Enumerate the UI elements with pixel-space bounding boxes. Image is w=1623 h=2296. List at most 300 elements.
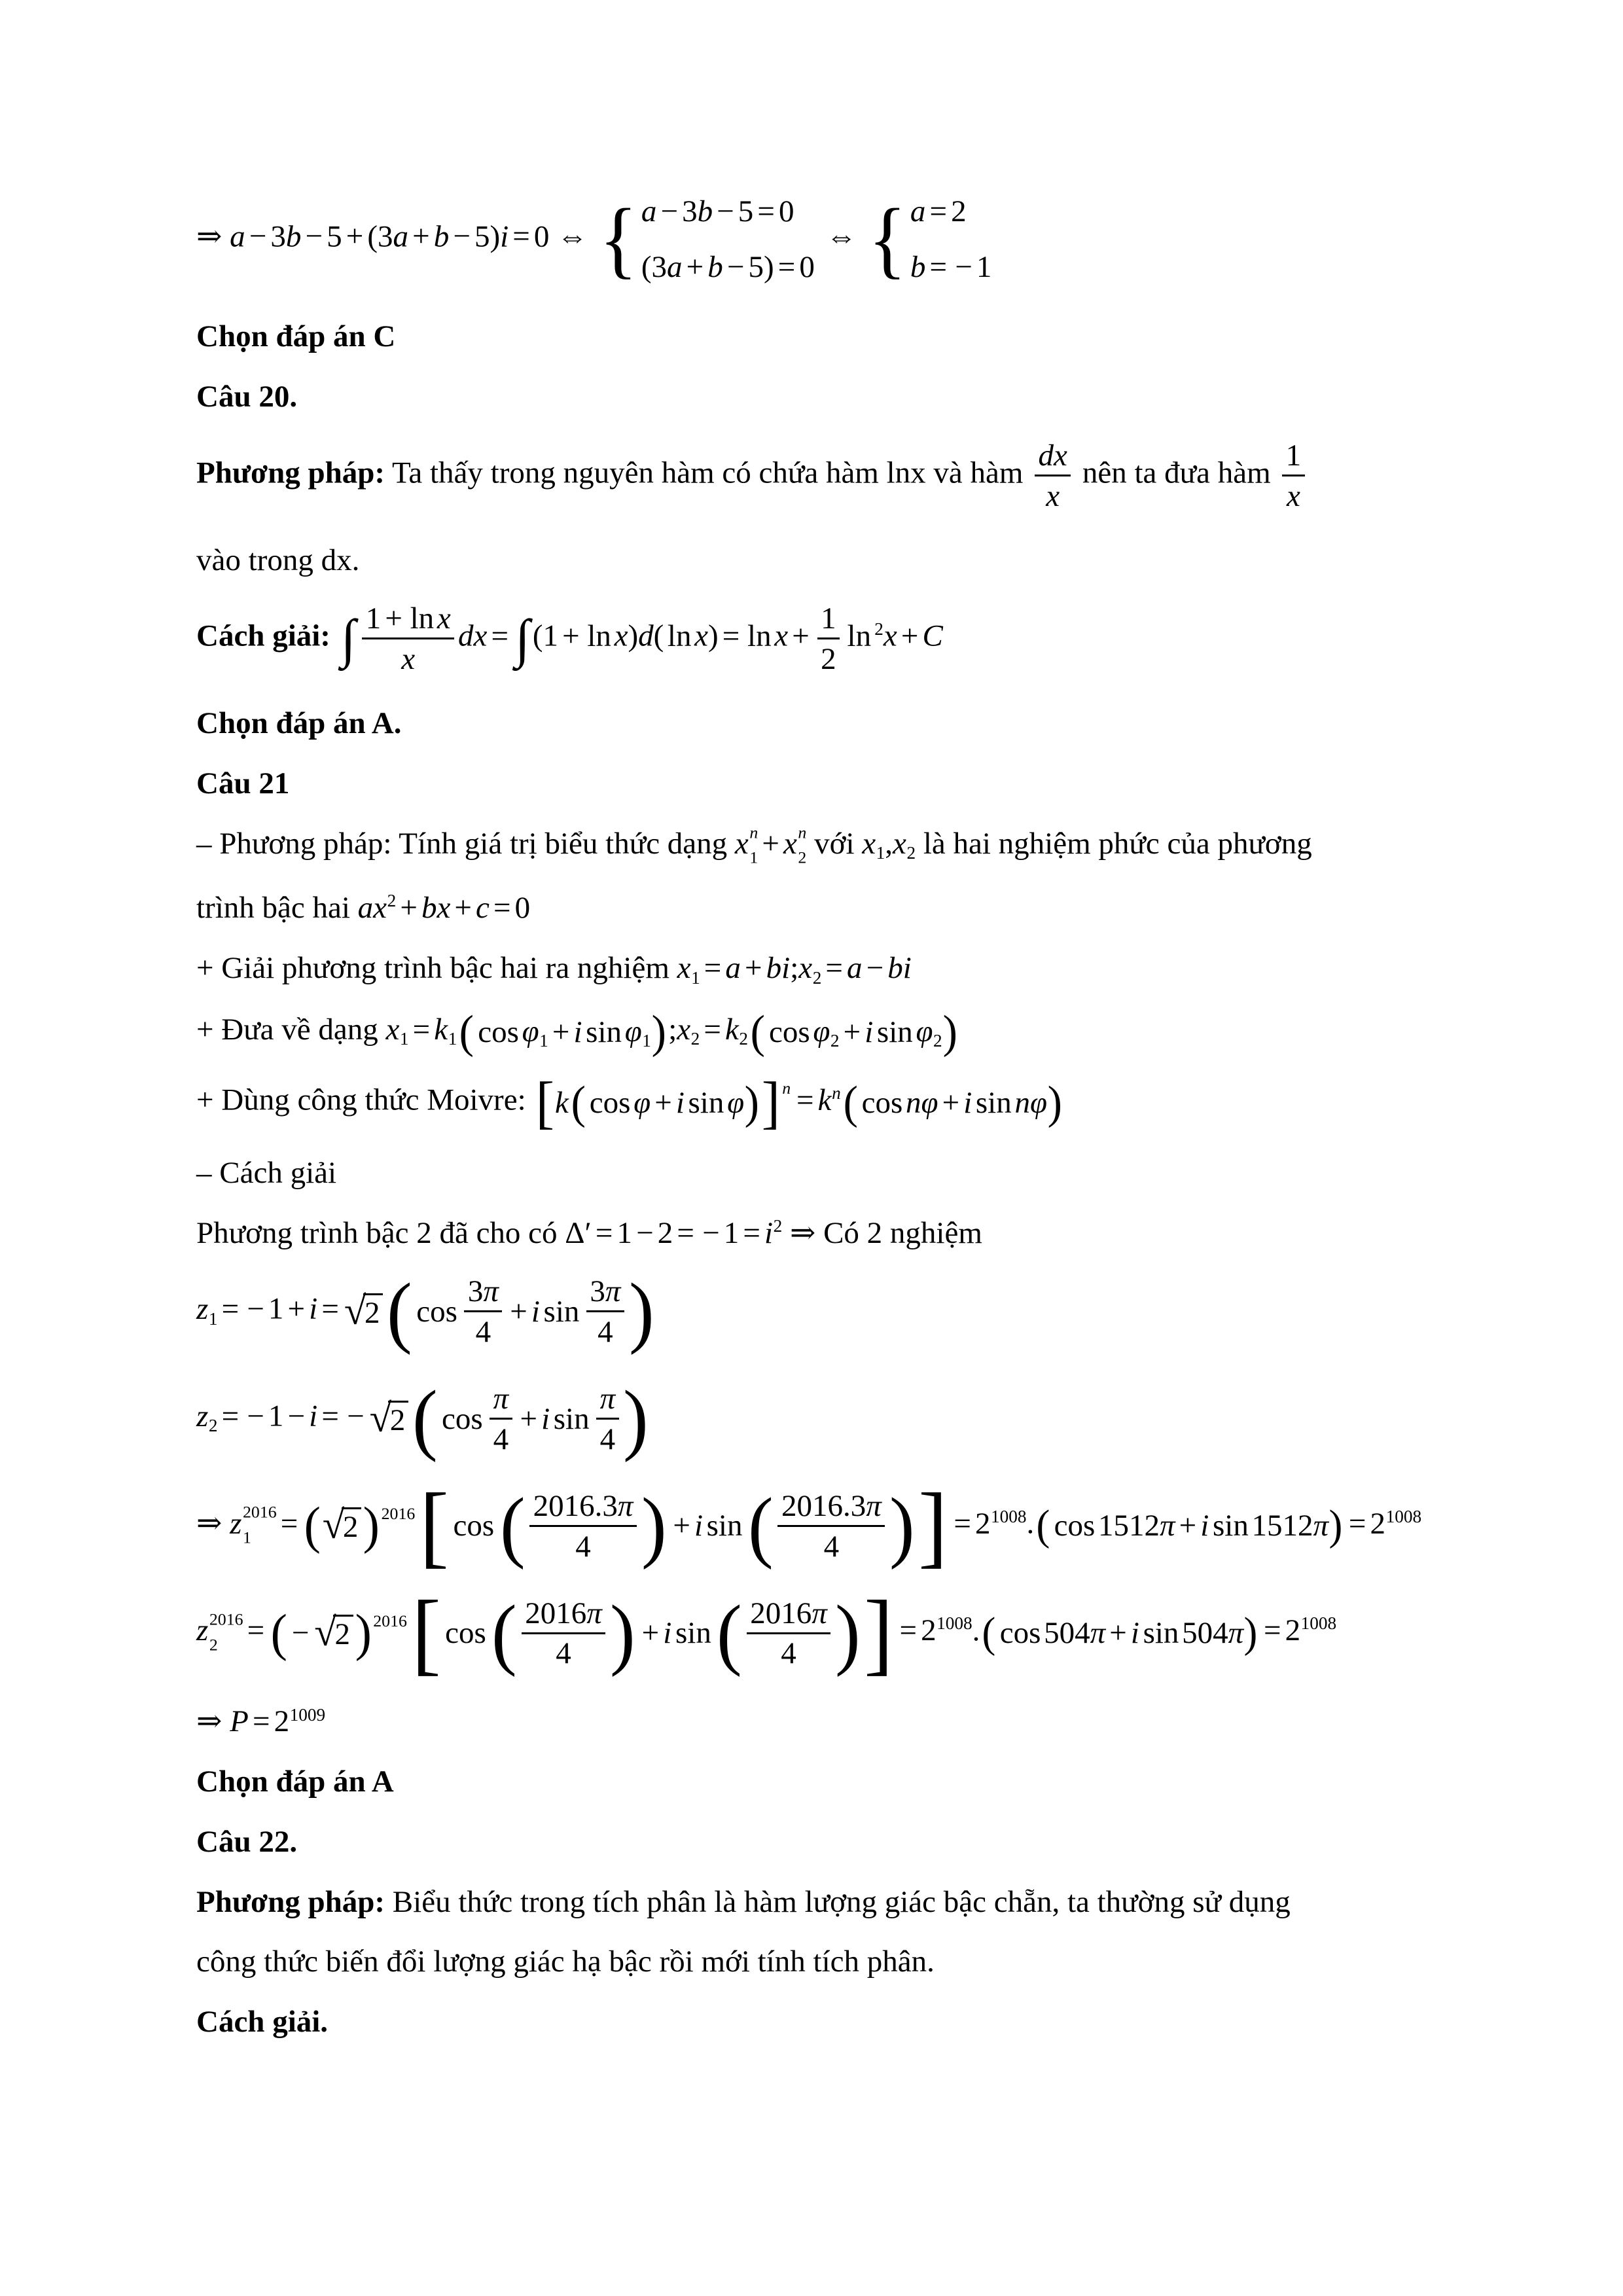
text-run: + Đưa về dạng xyxy=(196,1012,386,1047)
math-run: 2 xyxy=(274,1704,290,1739)
eq-z2-polar xyxy=(196,1374,1544,1463)
function-name: cos xyxy=(768,1014,810,1049)
math-operator: + xyxy=(654,1085,672,1120)
left-bracket: [ xyxy=(535,1070,555,1136)
math-run: 1 xyxy=(399,1029,409,1049)
math-run xyxy=(437,601,451,636)
math-run xyxy=(409,1013,435,1047)
math-fraction xyxy=(1035,438,1071,514)
math-variable: x xyxy=(401,642,416,677)
math-operator: + xyxy=(1109,1616,1127,1651)
math-operator: = xyxy=(1264,1613,1281,1648)
math-run: 1008 xyxy=(1300,1613,1337,1634)
function-name: sin xyxy=(876,1014,913,1049)
eq-p-result xyxy=(196,1702,1544,1741)
group-content xyxy=(858,1084,1047,1122)
math-variable: π xyxy=(599,1382,616,1416)
math-run: 2 xyxy=(342,1510,359,1545)
math-run xyxy=(1014,1084,1047,1122)
math-variable: x xyxy=(694,619,709,654)
fraction-denominator xyxy=(575,1527,591,1564)
text-run: + Giải phương trình bậc hai ra nghiệm xyxy=(196,950,677,985)
math-operator: = xyxy=(796,1083,814,1117)
function-name: sin xyxy=(675,1616,711,1651)
answer-line-20 xyxy=(196,704,1544,743)
left-paren: ( xyxy=(304,1496,321,1554)
math-fraction xyxy=(747,1596,831,1672)
math-run xyxy=(821,951,912,985)
group-superscript xyxy=(373,1611,407,1632)
text-run: công thức biến đổi lượng giác hạ bậc rồi mới tính tích phân. xyxy=(196,1945,935,1979)
math-variable: a xyxy=(666,249,683,284)
text-run: Biểu thức trong tích phân là hàm lượng giác bậc chẵn, ta thường sử dụng xyxy=(385,1884,1291,1919)
function-name: sin xyxy=(1143,1616,1179,1651)
math-operator: = xyxy=(929,249,947,284)
subscript xyxy=(906,843,916,863)
math-run xyxy=(893,827,906,861)
paren-group xyxy=(491,1588,635,1677)
math-operator: + xyxy=(562,619,580,654)
math-operator: + xyxy=(792,619,810,654)
math-run: 3π xyxy=(467,1274,499,1309)
math-operator: + xyxy=(552,1014,570,1049)
math-variable: i xyxy=(902,950,912,985)
function-name: sin xyxy=(1212,1509,1249,1543)
right-paren: ) xyxy=(355,1604,372,1662)
math-variable: π xyxy=(1090,1616,1106,1651)
math-run: 1 xyxy=(642,1031,651,1051)
math-operator: = xyxy=(221,1399,240,1433)
math-variable: x xyxy=(1046,478,1060,513)
right-paren: ) xyxy=(641,1481,667,1570)
answer-line-19 xyxy=(196,317,1544,356)
math-run xyxy=(516,1400,550,1439)
math-run: a − 3b − 5 = 0 xyxy=(641,194,794,228)
fraction-denominator xyxy=(597,1312,613,1350)
math-variable: x xyxy=(677,1012,691,1047)
math-operator: = xyxy=(412,1012,431,1047)
math-run: 2 xyxy=(812,967,822,988)
radical-sign: √ xyxy=(344,1289,366,1333)
math-operator: − xyxy=(453,219,471,254)
square-root xyxy=(344,1289,383,1333)
math-run xyxy=(196,1399,208,1433)
math-fraction xyxy=(596,1381,619,1457)
math-subsup xyxy=(196,1609,243,1655)
math-run xyxy=(555,1084,569,1122)
right-paren: ) xyxy=(1047,1077,1062,1128)
math-run: b = − 1 xyxy=(910,249,992,284)
cases-rows xyxy=(641,192,815,286)
math-run xyxy=(196,1292,208,1326)
text-run: + Dùng công thức Moivre: xyxy=(196,1083,534,1117)
fraction-denominator xyxy=(821,639,836,677)
math-variable: i xyxy=(531,1294,540,1329)
function-name: cos xyxy=(453,1509,495,1543)
math-operator: + xyxy=(412,219,430,254)
fraction-denominator xyxy=(781,1634,796,1672)
math-variable: z xyxy=(196,1291,209,1326)
math-operator: − xyxy=(955,249,972,284)
text-run: ⇒ xyxy=(196,1506,230,1541)
math-run xyxy=(832,1083,841,1103)
math-run: . xyxy=(972,1613,980,1648)
math-variable: φ xyxy=(916,1014,933,1049)
paren-group xyxy=(459,1006,666,1058)
group-content xyxy=(554,1077,761,1128)
math-variable: π xyxy=(866,1488,882,1523)
math-run: 504π + i xyxy=(1044,1616,1139,1651)
math-variable: C xyxy=(922,619,943,654)
math-variable: a xyxy=(641,194,657,228)
math-fraction xyxy=(817,601,840,677)
math-run xyxy=(677,1013,690,1047)
cases-row xyxy=(641,248,815,287)
cau22-method-line-2 xyxy=(196,1943,1544,1981)
math-superscripted xyxy=(1370,1507,1422,1541)
math-run: 2 xyxy=(1370,1506,1386,1541)
math-variable: a xyxy=(725,950,741,985)
text-run: Phương trình bậc 2 đã cho có xyxy=(196,1215,565,1250)
function-name: sin xyxy=(586,1014,622,1049)
math-run xyxy=(735,827,749,861)
math-operator: = xyxy=(899,1613,917,1648)
math-run: 2 xyxy=(798,848,807,868)
math-run xyxy=(793,1083,818,1117)
superscript xyxy=(209,1611,243,1628)
math-run: 2 xyxy=(389,1403,406,1437)
superscript xyxy=(991,1507,1027,1526)
math-variable: i xyxy=(963,1085,972,1120)
math-run: 2 xyxy=(830,1031,840,1051)
math-run xyxy=(633,1084,685,1122)
math-run xyxy=(196,1613,208,1647)
left-paren: ( xyxy=(748,1481,774,1570)
math-variable: i xyxy=(1130,1616,1139,1651)
eq-z2-power-2016 xyxy=(196,1582,1544,1685)
left-paren: ( xyxy=(412,1374,438,1463)
fraction-denominator xyxy=(401,639,415,677)
math-run: 1 xyxy=(1285,438,1302,473)
math-operator: = xyxy=(280,1506,298,1541)
math-run: 2016 xyxy=(209,1609,243,1629)
math-variable: x xyxy=(385,1012,400,1047)
function-name: sin xyxy=(553,1401,590,1436)
math-run: 2 xyxy=(690,1029,700,1049)
fraction-numerator xyxy=(1282,438,1305,476)
group-content xyxy=(996,1614,1243,1653)
math-run: 2016 xyxy=(373,1611,407,1630)
math-variable: φ xyxy=(633,1085,651,1120)
fraction-numerator xyxy=(464,1274,502,1312)
math-run: 2 xyxy=(209,1635,218,1655)
math-variable: n xyxy=(1014,1085,1030,1120)
cases-row xyxy=(910,192,967,231)
fraction-numerator xyxy=(747,1596,831,1634)
subscript xyxy=(691,968,700,988)
math-run: 2 xyxy=(208,1416,218,1436)
left-bracket: [ xyxy=(419,1475,449,1577)
subsup-scripts xyxy=(209,1611,243,1654)
left-paren: ( xyxy=(717,1588,743,1677)
math-subsup xyxy=(230,1503,277,1547)
math-variable: x xyxy=(862,826,876,861)
function-name: ln xyxy=(667,619,692,654)
math-variable: d xyxy=(638,619,654,654)
math-operator: + xyxy=(762,826,779,861)
math-variable: n xyxy=(832,1083,841,1103)
math-run xyxy=(1345,1507,1370,1541)
right-paren: ) xyxy=(363,1496,380,1554)
math-operator: = xyxy=(512,219,530,254)
right-bracket: ] xyxy=(918,1475,948,1577)
math-operator: = xyxy=(321,1291,339,1326)
cau-20-heading xyxy=(196,378,1544,416)
subscript xyxy=(749,850,758,867)
left-paren: ( xyxy=(386,1267,412,1356)
right-paren: ) xyxy=(744,1077,759,1128)
fraction-numerator xyxy=(817,601,840,639)
math-run: x)d( xyxy=(614,619,664,654)
function-name: sin xyxy=(543,1294,580,1329)
bracket-group xyxy=(411,1582,894,1685)
subscript xyxy=(209,1309,218,1329)
math-run xyxy=(458,619,512,653)
group-content xyxy=(442,1588,863,1677)
math-operator: − xyxy=(287,1399,306,1433)
math-operator: = xyxy=(757,194,775,228)
group-content xyxy=(450,1481,918,1570)
text-bold: Câu 22. xyxy=(196,1824,298,1859)
math-variable: a xyxy=(847,950,863,985)
math-run: a − 3b − 5 + (3a + b − 5)i = 0 xyxy=(230,219,550,254)
math-operator: = xyxy=(595,1215,613,1250)
math-operator: + xyxy=(641,1616,660,1651)
cau21-step-polar-form xyxy=(196,1006,1544,1058)
bracket-group xyxy=(535,1070,791,1136)
math-operator: − xyxy=(247,1291,264,1326)
math-run xyxy=(818,1083,832,1117)
superscript xyxy=(749,824,758,841)
math-variable: π xyxy=(1313,1509,1329,1543)
math-run: a = 2 xyxy=(910,194,967,228)
math-variable: x xyxy=(893,826,906,861)
group-content xyxy=(1050,1507,1329,1545)
math-run: 2 xyxy=(921,1613,936,1648)
math-run xyxy=(522,1014,539,1049)
cau20-method-continuation xyxy=(196,541,1544,580)
fraction-denominator xyxy=(600,1420,616,1457)
math-variable: π xyxy=(1160,1509,1175,1543)
math-run: Δ′ = 1 − 2 = − 1 = xyxy=(565,1216,764,1250)
function-name: cos xyxy=(999,1616,1041,1651)
function-name: sin xyxy=(688,1085,724,1120)
math-subscripted xyxy=(798,950,822,988)
text-bold: Chọn đáp án C xyxy=(196,319,396,354)
math-run: 2016 xyxy=(381,1504,416,1524)
math-run: 504π xyxy=(1182,1616,1244,1651)
fraction-numerator xyxy=(490,1381,512,1420)
math-variable: b xyxy=(285,219,302,254)
fraction-numerator xyxy=(777,1488,885,1527)
math-run: x) = xyxy=(694,619,743,653)
text-run: Ta thấy trong nguyên hàm có chứa hàm lnx và hàm xyxy=(385,456,1031,490)
math-variable: φ xyxy=(522,1014,539,1049)
function-name: cos xyxy=(861,1085,903,1120)
math-fraction xyxy=(362,601,454,677)
function-name: ln xyxy=(587,619,611,654)
left-paren: ( xyxy=(270,1604,288,1662)
paren-group xyxy=(412,1374,649,1463)
math-variable: c xyxy=(476,891,490,925)
math-subscripted xyxy=(196,1399,218,1436)
math-variable: i xyxy=(541,1401,550,1436)
square-root xyxy=(314,1611,353,1655)
fraction-numerator xyxy=(586,1274,624,1312)
right-bracket: ] xyxy=(863,1582,893,1685)
left-paren: ( xyxy=(571,1077,586,1128)
math-run xyxy=(895,1613,921,1647)
fraction-denominator xyxy=(556,1634,571,1672)
fraction-numerator xyxy=(522,1596,606,1634)
math-variable: i xyxy=(1200,1509,1209,1543)
math-variable: b xyxy=(887,950,903,985)
math-run: 1 xyxy=(821,601,836,636)
text-bold: Chọn đáp án A xyxy=(196,1765,394,1799)
subscript xyxy=(642,1031,651,1050)
math-variable: i xyxy=(764,1215,774,1250)
fraction-denominator xyxy=(476,1312,491,1350)
math-run: 1008 xyxy=(1385,1506,1422,1526)
group-superscript xyxy=(782,1078,791,1099)
math-variable: z xyxy=(230,1506,242,1541)
math-run xyxy=(783,827,797,861)
text-bold: Chọn đáp án A. xyxy=(196,706,402,741)
text-run: – Phương pháp: Tính giá trị biểu thức dạng xyxy=(196,826,735,861)
math-variable: π xyxy=(493,1382,509,1416)
math-variable: x xyxy=(677,950,691,985)
math-run xyxy=(700,1013,725,1047)
math-subscripted xyxy=(196,1291,218,1329)
right-paren: ) xyxy=(1243,1609,1258,1657)
radical-sign: √ xyxy=(314,1611,336,1655)
math-operator: = xyxy=(777,249,796,284)
math-run: 2016 xyxy=(242,1503,277,1522)
math-run xyxy=(1287,478,1300,514)
superscript xyxy=(774,1216,783,1236)
cau22-solution-label xyxy=(196,2003,1544,2041)
math-variable: x xyxy=(1286,478,1300,513)
left-paren: ( xyxy=(843,1077,858,1128)
math-superscripted xyxy=(975,1507,1027,1541)
math-run xyxy=(434,1013,448,1047)
math-variable: i xyxy=(500,219,509,254)
math-operator: = xyxy=(954,1506,971,1541)
math-variable: n xyxy=(782,1078,791,1098)
right-bracket: ] xyxy=(762,1070,781,1136)
answer-line-21 xyxy=(196,1763,1544,1801)
math-operator: + xyxy=(901,619,919,654)
math-operator: = xyxy=(722,619,740,654)
math-run: 2016π xyxy=(525,1596,602,1630)
fraction-numerator xyxy=(1035,438,1071,476)
math-fraction xyxy=(1282,438,1305,514)
math-variable: i xyxy=(694,1509,703,1543)
math-operator: = xyxy=(929,194,947,228)
left-paren: ( xyxy=(491,1588,517,1677)
superscript xyxy=(290,1705,326,1725)
cau21-method-line-2 xyxy=(196,889,1544,927)
right-paren: ) xyxy=(628,1267,654,1356)
math-run: 1512π xyxy=(1251,1509,1329,1543)
eq-z1-power-2016 xyxy=(196,1475,1544,1577)
math-run: . xyxy=(1026,1506,1035,1541)
math-operator: + xyxy=(520,1401,537,1436)
math-variable: π xyxy=(617,1488,633,1523)
cau21-solution-label xyxy=(196,1154,1544,1193)
group-content xyxy=(765,1013,942,1052)
math-superscripted xyxy=(764,1216,782,1250)
math-variable: z xyxy=(196,1399,209,1433)
math-variable: d xyxy=(457,619,474,654)
math-variable: x xyxy=(1053,438,1067,473)
fraction-numerator xyxy=(362,601,454,639)
math-variable: k xyxy=(817,1083,832,1117)
math-variable: φ xyxy=(1029,1085,1047,1120)
math-variable: x xyxy=(798,950,813,985)
math-run: 4 xyxy=(475,1315,491,1350)
math-fraction xyxy=(522,1596,606,1672)
math-operator: + xyxy=(673,1509,690,1543)
math-run xyxy=(764,1216,773,1250)
math-variable: b xyxy=(766,950,782,985)
square-root xyxy=(322,1503,361,1548)
paren-group xyxy=(499,1481,668,1570)
math-run: + bx + c = 0 xyxy=(396,891,530,925)
math-run: 2 xyxy=(739,1029,749,1049)
math-superscripted xyxy=(921,1613,972,1647)
math-variable: n xyxy=(905,1085,921,1120)
math-run: 4 xyxy=(781,1636,796,1671)
math-variable: π xyxy=(483,1274,499,1309)
function-name: ln xyxy=(410,601,435,636)
math-subsup xyxy=(783,823,807,868)
superscript xyxy=(1301,1613,1337,1633)
math-run xyxy=(358,891,374,925)
group-content xyxy=(321,1503,363,1548)
square-root xyxy=(369,1396,408,1441)
math-operator: + xyxy=(686,249,704,284)
paren-group xyxy=(843,1077,1063,1128)
math-variable: π xyxy=(1228,1616,1244,1651)
math-operator: = xyxy=(704,950,722,985)
math-run xyxy=(782,1079,791,1098)
math-operator: − xyxy=(717,194,734,228)
math-run: ; xyxy=(668,1012,677,1047)
math-run xyxy=(883,619,943,653)
function-name: ln xyxy=(747,619,772,654)
cau21-discriminant-line xyxy=(196,1214,1544,1253)
cases-rows xyxy=(910,192,991,286)
math-variable: b xyxy=(910,249,926,284)
subsup-scripts xyxy=(798,824,806,867)
cau-22-heading xyxy=(196,1823,1544,1861)
math-operator: + xyxy=(510,1294,527,1329)
text-bold: Cách giải: xyxy=(196,619,338,654)
math-variable: π xyxy=(586,1596,602,1630)
math-run xyxy=(749,823,758,842)
math-variable: a xyxy=(230,219,245,254)
